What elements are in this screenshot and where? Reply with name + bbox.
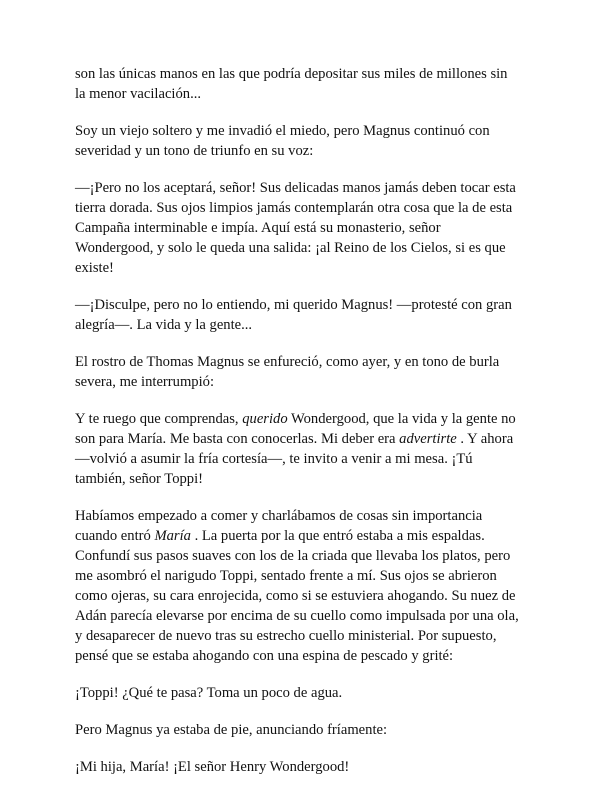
italic-text: María (154, 528, 191, 544)
text-line (75, 506, 535, 526)
text-segment: El rostro de Thomas Magnus se enfureció, como ayer, y en tono de burla (75, 354, 500, 370)
text-segment: tierra dorada. Sus ojos limpios jamás contemplarán otra cosa que la de esta (75, 200, 513, 216)
text-segment: existe! (75, 260, 114, 276)
text-segment: Wondergood, y solo le queda una salida: ¡al Reino de los Cielos, si es que (75, 240, 506, 256)
text-line (75, 178, 535, 198)
text-line (75, 646, 535, 666)
text-line (75, 84, 535, 104)
text-segment: Pero Magnus ya estaba de pie, anunciando fríamente: (75, 722, 388, 738)
text-line (75, 141, 535, 161)
text-segment: Y te ruego que comprendas, (75, 411, 243, 427)
text-segment: —volvió a asumir la fría cortesía—, te invito a venir a mi mesa. ¡Tú (75, 451, 473, 467)
text-segment: . Y ahora (456, 431, 514, 447)
text-line (75, 469, 535, 489)
text-segment: Soy un viejo soltero y me invadió el miedo, pero Magnus continuó con (75, 123, 490, 139)
paragraph (75, 409, 535, 489)
text-line (75, 566, 535, 586)
paragraph (75, 683, 535, 703)
paragraph (75, 121, 535, 161)
text-segment: alegría—. La vida y la gente... (75, 317, 253, 333)
text-segment: como ojeras, su cara enrojecida, como si se estuviera ahogando. Su nuez de (75, 588, 516, 604)
text-line (75, 64, 535, 84)
text-segment: Campaña interminable e impía. Aquí está su monasterio, señor (75, 220, 441, 236)
paragraph (75, 506, 535, 666)
paragraph (75, 352, 535, 392)
text-segment: Habíamos empezado a comer y charlábamos de cosas sin importancia (75, 508, 483, 524)
text-line (75, 218, 535, 238)
text-segment: Adán parecía elevarse por encima de su cuello como impulsada por una ola, (75, 608, 519, 624)
text-segment: severidad y un tono de triunfo en su voz: (75, 143, 314, 159)
text-line (75, 683, 535, 703)
text-segment: pensé que se estaba ahogando con una espina de pescado y grité: (75, 648, 454, 664)
text-line (75, 238, 535, 258)
text-line (75, 258, 535, 278)
text-segment: severa, me interrumpió: (75, 374, 214, 390)
paragraph (75, 720, 535, 740)
text-line (75, 546, 535, 566)
paragraph (75, 295, 535, 335)
text-segment: cuando entró (75, 528, 155, 544)
text-line (75, 449, 535, 469)
italic-text: querido (242, 411, 288, 427)
text-segment: —¡Pero no los aceptará, señor! Sus delicadas manos jamás deben tocar esta (75, 180, 516, 196)
text-line (75, 429, 535, 449)
text-segment: también, señor Toppi! (75, 471, 204, 487)
text-segment: ¡Mi hija, María! ¡El señor Henry Wondergood! (75, 759, 350, 775)
text-line (75, 409, 535, 429)
text-segment: ¡Toppi! ¿Qué te pasa? Toma un poco de agua. (75, 685, 343, 701)
italic-text: advertirte (399, 431, 457, 447)
text-line (75, 586, 535, 606)
text-line (75, 352, 535, 372)
text-segment: la menor vacilación... (75, 86, 202, 102)
paragraph (75, 757, 535, 777)
text-line (75, 757, 535, 777)
text-segment: son las únicas manos en las que podría depositar sus miles de millones sin (75, 66, 508, 82)
text-segment: y desaparecer de nuevo tras su estrecho cuello ministerial. Por supuesto, (75, 628, 497, 644)
text-line (75, 606, 535, 626)
text-line (75, 720, 535, 740)
text-line (75, 295, 535, 315)
text-segment: —¡Disculpe, pero no lo entiendo, mi querido Magnus! —protesté con gran (75, 297, 512, 313)
text-line (75, 372, 535, 392)
text-segment: . La puerta por la que entró estaba a mis espaldas. (190, 528, 485, 544)
text-segment: Confundí sus pasos suaves con los de la criada que llevaba los platos, pero (75, 548, 511, 564)
text-line (75, 121, 535, 141)
text-segment: me asombró el narigudo Toppi, sentado frente a mí. Sus ojos se abrieron (75, 568, 497, 584)
text-segment: son para María. Me basta con conocerlas. Mi deber era (75, 431, 400, 447)
document-page (75, 64, 535, 794)
paragraph (75, 64, 535, 104)
text-line (75, 626, 535, 646)
text-line (75, 315, 535, 335)
text-line (75, 526, 535, 546)
text-line (75, 198, 535, 218)
paragraph (75, 178, 535, 278)
text-segment: Wondergood, que la vida y la gente no (287, 411, 516, 427)
